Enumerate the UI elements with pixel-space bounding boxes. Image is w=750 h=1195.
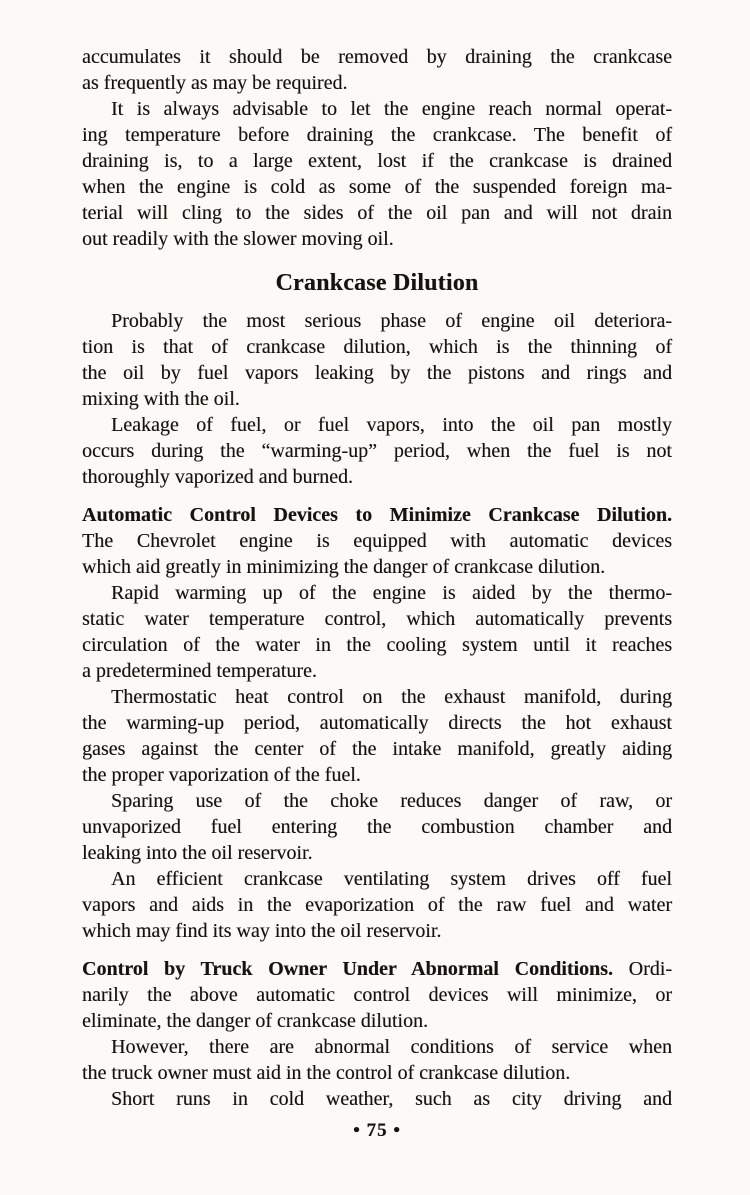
paragraph [82, 788, 672, 866]
text-line [82, 502, 672, 528]
run-in-heading: Automatic Control Devices to Minimize Crankcase Dilution. [82, 504, 672, 526]
section-title: Crankcase Dilution [275, 270, 479, 296]
text-line: mixing with the oil. [82, 388, 240, 410]
text-line: the truck owner must aid in the control of crankcase dilution. [82, 1062, 571, 1084]
text-line: eliminate, the danger of crankcase dilution. [82, 1010, 428, 1032]
paragraph [82, 866, 672, 944]
text-line: the warming-up period, automatically directs the hot exhaust [82, 712, 672, 734]
text-line: terial will cling to the sides of the oil pan and will not drain [82, 202, 672, 224]
paragraph [82, 412, 672, 490]
text-line: static water temperature control, which automatically prevents [82, 608, 672, 630]
text-line: vapors and aids in the evaporization of the raw fuel and water [82, 894, 672, 916]
text-line: ing temperature before draining the crankcase. The benefit of [82, 124, 672, 146]
page-number: • 75 • [353, 1120, 401, 1141]
paragraph [82, 580, 672, 684]
text-line: thoroughly vaporized and burned. [82, 466, 354, 488]
text-line: narily the above automatic control devices will minimize, or [82, 984, 672, 1006]
section-paragraph [82, 502, 672, 580]
text-run: Ordi- [612, 958, 673, 980]
text-line: occurs during the “warming-up” period, when the fuel is not [82, 440, 672, 462]
text-line: However, there are abnormal conditions of service when [111, 1036, 672, 1058]
paragraph [82, 308, 672, 412]
text-line: which may find its way into the oil reservoir. [82, 920, 442, 942]
text-line: circulation of the water in the cooling system until it reaches [82, 634, 672, 656]
text-line: which aid greatly in minimizing the danger of crankcase dilution. [82, 556, 606, 578]
text-line: accumulates it should be removed by draining the crankcase [82, 46, 672, 68]
paragraph [82, 1086, 672, 1112]
text-line: out readily with the slower moving oil. [82, 228, 394, 250]
paragraph [82, 44, 672, 96]
text-line: Thermostatic heat control on the exhaust manifold, during [111, 686, 672, 708]
text-line: Sparing use of the choke reduces danger of raw, or [111, 790, 672, 812]
text-line: The Chevrolet engine is equipped with automatic devices [82, 530, 672, 552]
run-in-heading: Control by Truck Owner Under Abnormal Conditions. [82, 958, 613, 980]
text-line: It is always advisable to let the engine reach normal operat- [111, 98, 672, 120]
text-line: when the engine is cold as some of the suspended foreign ma- [82, 176, 672, 198]
paragraph [82, 684, 672, 788]
text-line: Rapid warming up of the engine is aided by the thermo- [111, 582, 672, 604]
text-line: draining is, to a large extent, lost if the crankcase is drained [82, 150, 672, 172]
text-line: the proper vaporization of the fuel. [82, 764, 361, 786]
section-paragraph [82, 956, 672, 1034]
text-line: a predetermined temperature. [82, 660, 317, 682]
text-line: tion is that of crankcase dilution, which is the thinning of [82, 336, 672, 358]
text-line: leaking into the oil reservoir. [82, 842, 313, 864]
text-line [82, 956, 672, 982]
text-line: the oil by fuel vapors leaking by the pistons and rings and [82, 362, 672, 384]
text-line: as frequently as may be required. [82, 72, 348, 94]
text-line: Probably the most serious phase of engine oil deteriora- [111, 310, 672, 332]
text-line: An efficient crankcase ventilating system drives off fuel [111, 868, 672, 890]
paragraph [82, 96, 672, 252]
text-line: Leakage of fuel, or fuel vapors, into the oil pan mostly [111, 414, 672, 436]
document-body [82, 44, 672, 1112]
text-line: unvaporized fuel entering the combustion chamber and [82, 816, 672, 838]
text-line: Short runs in cold weather, such as city driving and [111, 1088, 672, 1110]
paragraph [82, 1034, 672, 1086]
text-line: gases against the center of the intake manifold, greatly aiding [82, 738, 672, 760]
